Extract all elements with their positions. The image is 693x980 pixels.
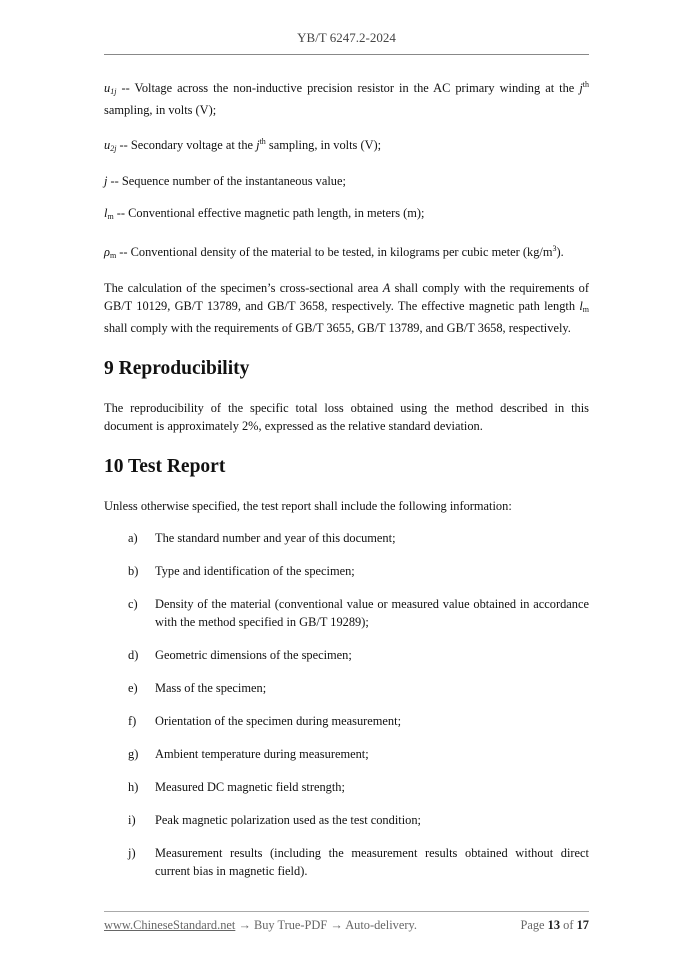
list-item-text: The standard number and year of this document;	[155, 531, 396, 545]
auto-delivery-text: Auto-delivery.	[345, 918, 417, 932]
list-item-label: b)	[128, 564, 139, 578]
list-item-label: d)	[128, 648, 139, 662]
list-item	[104, 646, 589, 664]
definition-text: -- Conventional density of the material to be tested, in kilograms per cubic meter (kg/m	[116, 245, 553, 259]
superscript: 3	[552, 244, 557, 253]
test-report-list	[104, 529, 589, 880]
of-label: of	[563, 918, 574, 932]
footer-divider	[104, 911, 589, 912]
section-heading-reproducibility: 9 Reproducibility	[104, 358, 250, 379]
page-footer	[104, 918, 589, 933]
list-item	[104, 811, 589, 829]
list-item-label: c)	[128, 597, 138, 611]
list-item	[104, 778, 589, 796]
page-number: 13	[547, 918, 561, 932]
paragraph-text: shall comply with the requirements of GB/T 10129, GB/T 13789, and GB/T 3658, respectively. The effective magnetic path length	[104, 281, 589, 313]
superscript: th	[582, 80, 589, 89]
list-item-text: Density of the material (conventional value or measured value obtained in accordance with the method specified in GB/T 19289);	[155, 597, 589, 629]
symbol: u	[104, 138, 111, 152]
arrow-icon: →	[235, 918, 254, 932]
test-report-intro: Unless otherwise specified, the test report shall include the following information:	[104, 499, 512, 513]
definition-u1j	[104, 76, 589, 119]
paragraph-text: shall comply with the requirements of GB/T 3655, GB/T 13789, and GB/T 3658, respectively.	[104, 321, 571, 335]
list-item-label: h)	[128, 780, 139, 794]
symbol: ρ	[104, 245, 110, 259]
footer-links	[104, 918, 417, 933]
document-id-header: YB/T 6247.2-2024	[297, 30, 396, 45]
list-item	[104, 529, 589, 547]
definition-text: -- Conventional effective magnetic path length, in meters (m);	[113, 206, 425, 220]
definition-u2j	[104, 133, 589, 158]
page-label: Page	[520, 918, 545, 932]
list-item	[104, 844, 589, 880]
symbol: u	[104, 81, 111, 95]
list-item-text: Type and identification of the specimen;	[155, 564, 355, 578]
list-item-text: Ambient temperature during measurement;	[155, 747, 369, 761]
list-item-label: i)	[128, 813, 136, 827]
symbol: j	[256, 138, 260, 152]
definition-text: -- Sequence number of the instantaneous value;	[107, 174, 346, 188]
list-item-label: f)	[128, 714, 137, 728]
definition-text: -- Secondary voltage at the	[116, 138, 257, 152]
list-item-label: g)	[128, 747, 139, 761]
symbol-subscript: 2j	[110, 144, 117, 153]
definition-rho	[104, 240, 589, 265]
definition-lm	[104, 204, 589, 226]
list-item-label: a)	[128, 531, 138, 545]
page-body	[104, 76, 589, 895]
symbol-subscript: 1j	[110, 87, 117, 96]
definition-text: sampling, in volts (V);	[265, 138, 382, 152]
symbol-subscript: m	[582, 305, 589, 314]
list-item-text: Orientation of the specimen during measurement;	[155, 714, 402, 728]
symbol: A	[382, 281, 391, 295]
cross-section-paragraph	[104, 279, 589, 337]
buy-pdf-text: Buy True-PDF	[253, 918, 328, 932]
list-item	[104, 562, 589, 580]
symbol-subscript: m	[107, 212, 114, 221]
definition-text: ).	[556, 245, 564, 259]
page-total: 17	[576, 918, 589, 932]
list-item	[104, 595, 589, 631]
definition-j	[104, 172, 589, 190]
symbol: l	[104, 206, 108, 220]
list-item-text: Peak magnetic polarization used as the test condition;	[155, 813, 421, 827]
symbol: j	[579, 81, 583, 95]
list-item	[104, 745, 589, 763]
list-item-text: Measurement results (including the measurement results obtained without direct current bias in magnetic field).	[155, 846, 589, 878]
definition-text: sampling, in volts (V);	[104, 103, 217, 117]
list-item-text: Geometric dimensions of the specimen;	[155, 648, 352, 662]
header-divider	[104, 54, 589, 55]
section-heading-test-report: 10 Test Report	[104, 456, 226, 477]
list-item-text: Measured DC magnetic field strength;	[155, 780, 345, 794]
symbol: l	[579, 299, 583, 313]
list-item-label: e)	[128, 681, 138, 695]
paragraph-text: The calculation of the specimen’s cross-sectional area	[104, 281, 383, 295]
list-item-label: j)	[128, 846, 136, 860]
list-item	[104, 712, 589, 730]
site-link[interactable]: www.ChineseStandard.net	[104, 918, 236, 932]
reproducibility-paragraph: The reproducibility of the specific total loss obtained using the method described in this document is approximately 2%, expressed as the relative standard deviation.	[104, 401, 589, 433]
definition-text: -- Voltage across the non-inductive precision resistor in the AC primary winding at the	[116, 81, 580, 95]
list-item-text: Mass of the specimen;	[155, 681, 267, 695]
symbol: j	[104, 174, 108, 188]
page-indicator	[520, 918, 589, 933]
superscript: th	[259, 137, 266, 146]
arrow-icon: →	[327, 918, 346, 932]
symbol-subscript: m	[109, 251, 117, 260]
list-item	[104, 679, 589, 697]
